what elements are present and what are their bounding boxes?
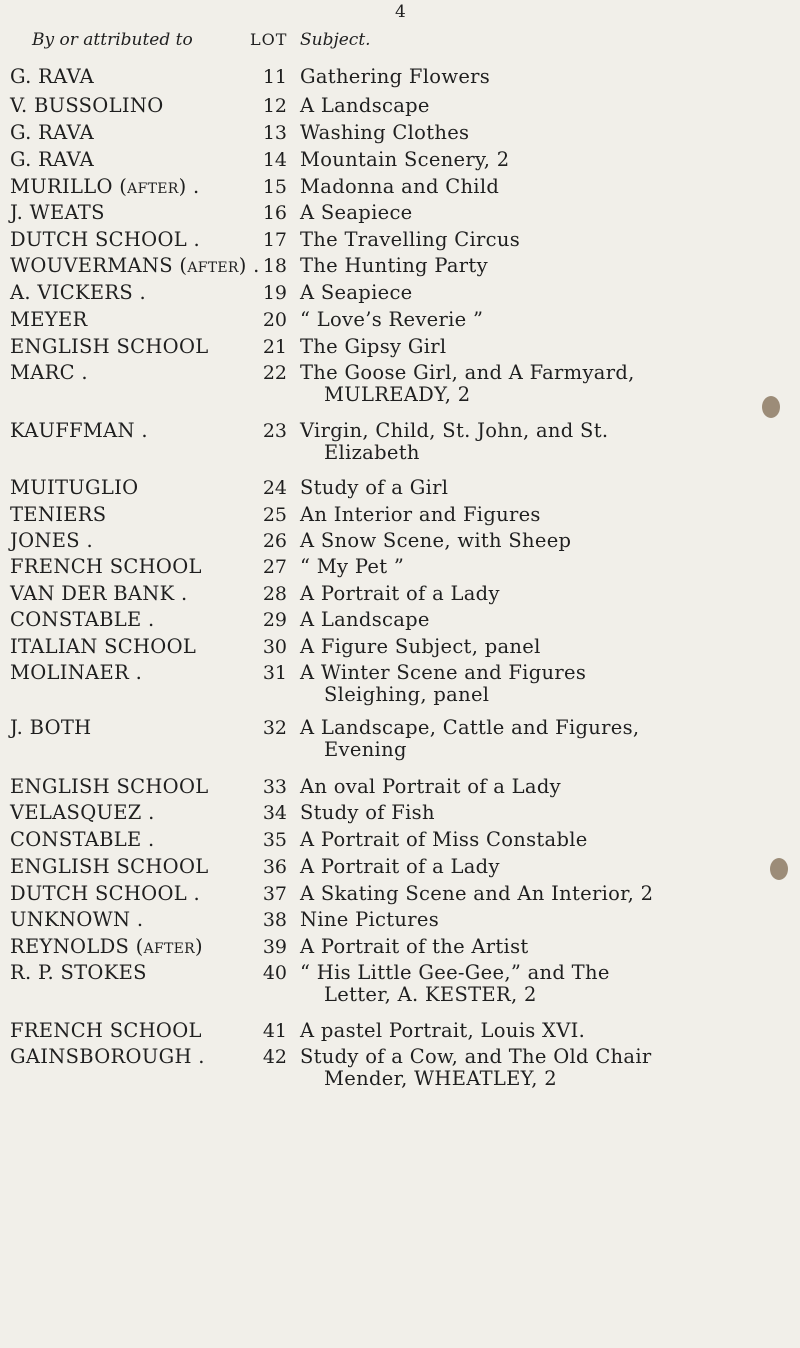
subject-text (300, 1046, 786, 1090)
lot-number: 35 (262, 829, 287, 851)
subject-text (300, 95, 786, 117)
subject-text (300, 662, 786, 706)
subject-line: “ My Pet ” (300, 555, 405, 578)
artist-name: TENIERS (10, 503, 107, 526)
artist-name: MEYER (10, 308, 88, 331)
subject-text (300, 909, 786, 931)
lot-number: 32 (262, 717, 287, 739)
artist-name: CONSTABLE . (10, 608, 155, 631)
subject-text (300, 609, 786, 631)
lot-number: 22 (262, 362, 287, 384)
subject-text (300, 66, 786, 88)
subject-text (300, 282, 786, 304)
artist-name: J. WEATS (10, 201, 105, 224)
subject-line: A Portrait of a Lady (300, 855, 500, 878)
subject-line: Gathering Flowers (300, 65, 491, 88)
artist-name: VAN DER BANK . (10, 582, 188, 605)
subject-text (300, 504, 786, 526)
artist-name: MUITUGLIO (10, 476, 139, 499)
subject-line: The Goose Girl, and A Farmyard, (300, 361, 635, 384)
artist-name: MARC . (10, 361, 88, 384)
subject-line: An Interior and Figures (300, 503, 541, 526)
artist-name: MOLINAER . (10, 661, 143, 684)
subject-continuation: Evening (324, 738, 407, 761)
subject-line: Madonna and Child (300, 175, 500, 198)
artist-name: DUTCH SCHOOL . (10, 882, 201, 905)
subject-line: “ His Little Gee-Gee,” and The (300, 961, 610, 984)
artist-name: V. BUSSOLINO (10, 94, 164, 117)
subject-line: “ Love’s Reverie ” (300, 308, 484, 331)
subject-text (300, 255, 786, 277)
lot-number: 40 (262, 962, 287, 984)
lot-number: 21 (262, 336, 287, 358)
lot-number: 42 (262, 1046, 287, 1068)
subject-continuation: Mender, WHEATLEY, 2 (324, 1067, 558, 1090)
subject-text (300, 176, 786, 198)
artist-name: R. P. STOKES (10, 961, 147, 984)
subject-text (300, 883, 786, 905)
subject-text (300, 636, 786, 658)
lot-number: 41 (262, 1020, 287, 1042)
artist-name: KAUFFMAN . (10, 419, 148, 442)
subject-text (300, 936, 786, 958)
subject-text (300, 229, 786, 251)
subject-text (300, 1020, 786, 1042)
lot-number: 29 (262, 609, 287, 631)
artist-name: A. VICKERS . (10, 281, 147, 304)
lot-number: 16 (262, 202, 287, 224)
lot-number: 28 (262, 583, 287, 605)
artist-name: G. RAVA (10, 148, 95, 171)
subject-text (300, 122, 786, 144)
artist-name: GAINSBOROUGH . (10, 1045, 205, 1068)
subject-line: A Landscape (300, 608, 430, 631)
subject-line: A pastel Portrait, Louis XVI. (300, 1019, 586, 1042)
subject-line: Mountain Scenery, 2 (300, 148, 510, 171)
subject-text (300, 962, 786, 1006)
subject-text (300, 829, 786, 851)
page-number: 4 (395, 2, 406, 22)
subject-text (300, 530, 786, 552)
artist-name: G. RAVA (10, 65, 95, 88)
subject-text (300, 802, 786, 824)
subject-line: Washing Clothes (300, 121, 470, 144)
subject-line: A Seapiece (300, 281, 413, 304)
subject-line: Study of a Cow, and The Old Chair (300, 1045, 652, 1068)
subject-line: A Figure Subject, panel (300, 635, 541, 658)
artist-name: WOUVERMANS (after) . (10, 254, 260, 277)
lot-number: 19 (262, 282, 287, 304)
subject-line: A Portrait of Miss Constable (300, 828, 588, 851)
subject-line: A Landscape (300, 94, 430, 117)
subject-text (300, 336, 786, 358)
lot-number: 25 (262, 504, 287, 526)
artist-name: DUTCH SCHOOL . (10, 228, 201, 251)
subject-text (300, 717, 786, 761)
artist-name: VELASQUEZ . (10, 801, 155, 824)
subject-line: A Landscape, Cattle and Figures, (300, 716, 640, 739)
lot-number: 30 (262, 636, 287, 658)
lot-number: 36 (262, 856, 287, 878)
artist-name: FRENCH SCHOOL (10, 1019, 202, 1042)
artist-name: FRENCH SCHOOL (10, 555, 202, 578)
lot-column-header: LOT (250, 30, 288, 49)
lot-number: 15 (262, 176, 287, 198)
lot-number: 11 (262, 66, 287, 88)
lot-number: 39 (262, 936, 287, 958)
lot-number: 27 (262, 556, 287, 578)
subject-line: A Portrait of a Lady (300, 582, 500, 605)
subject-column-header: Subject. (300, 30, 371, 50)
subject-line: The Hunting Party (300, 254, 488, 277)
lot-number: 17 (262, 229, 287, 251)
artist-name: ENGLISH SCHOOL (10, 855, 209, 878)
artist-name: JONES . (10, 529, 93, 552)
subject-line: Virgin, Child, St. John, and St. (300, 419, 609, 442)
subject-line: Study of a Girl (300, 476, 449, 499)
lot-number: 38 (262, 909, 287, 931)
subject-continuation: Sleighing, panel (324, 683, 490, 706)
paper-stain (770, 858, 788, 880)
subject-line: A Portrait of the Artist (300, 935, 529, 958)
artist-name: ENGLISH SCHOOL (10, 775, 209, 798)
artist-column-header: By or attributed to (32, 30, 193, 50)
subject-continuation: Letter, A. KESTER, 2 (324, 983, 537, 1006)
subject-line: The Travelling Circus (300, 228, 521, 251)
subject-line: Nine Pictures (300, 908, 440, 931)
subject-continuation: MULREADY, 2 (324, 383, 471, 406)
lot-number: 12 (262, 95, 287, 117)
artist-name: J. BOTH (10, 716, 92, 739)
lot-number: 33 (262, 776, 287, 798)
lot-number: 18 (262, 255, 287, 277)
lot-number: 20 (262, 309, 287, 331)
subject-line: A Skating Scene and An Interior, 2 (300, 882, 654, 905)
subject-text (300, 556, 786, 578)
artist-name: CONSTABLE . (10, 828, 155, 851)
subject-line: A Winter Scene and Figures (300, 661, 587, 684)
subject-text (300, 362, 786, 406)
lot-number: 26 (262, 530, 287, 552)
lot-number: 34 (262, 802, 287, 824)
paper-stain (762, 396, 780, 418)
subject-text (300, 776, 786, 798)
lot-number: 31 (262, 662, 287, 684)
lot-number: 24 (262, 477, 287, 499)
artist-name: UNKNOWN . (10, 908, 144, 931)
subject-text (300, 477, 786, 499)
subject-line: The Gipsy Girl (300, 335, 447, 358)
artist-name: G. RAVA (10, 121, 95, 144)
subject-line: A Seapiece (300, 201, 413, 224)
lot-number: 13 (262, 122, 287, 144)
artist-name: MURILLO (after) . (10, 175, 200, 198)
artist-name: REYNOLDS (after) (10, 935, 203, 958)
lot-number: 23 (262, 420, 287, 442)
subject-line: Study of Fish (300, 801, 435, 824)
subject-text (300, 420, 786, 464)
subject-text (300, 583, 786, 605)
lot-number: 14 (262, 149, 287, 171)
artist-name: ITALIAN SCHOOL (10, 635, 197, 658)
subject-text (300, 149, 786, 171)
artist-name: ENGLISH SCHOOL (10, 335, 209, 358)
subject-line: An oval Portrait of a Lady (300, 775, 561, 798)
subject-text (300, 309, 786, 331)
subject-text (300, 856, 786, 878)
subject-line: A Snow Scene, with Sheep (300, 529, 572, 552)
subject-continuation: Elizabeth (324, 441, 420, 464)
subject-text (300, 202, 786, 224)
lot-number: 37 (262, 883, 287, 905)
